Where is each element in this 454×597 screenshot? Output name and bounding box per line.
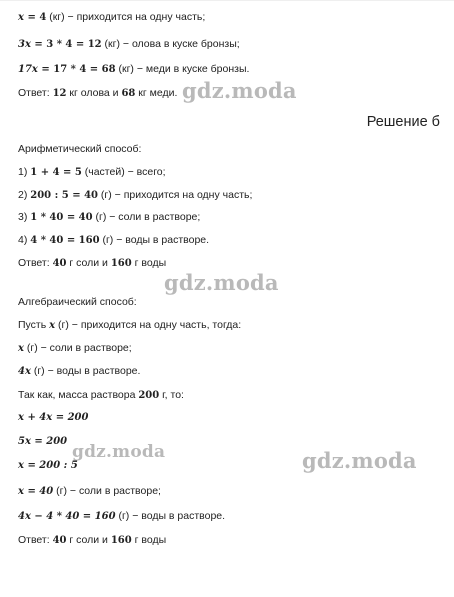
line-text: (г) − соли в растворе; xyxy=(92,211,201,223)
math-expression: 1 * 40 = 40 xyxy=(30,212,93,223)
answer-value: 12 xyxy=(52,88,67,99)
math-expression: x xyxy=(18,12,24,23)
part-a-line-2 xyxy=(18,38,240,50)
math-expression: = xyxy=(30,39,47,50)
part-a-line-1 xyxy=(18,11,205,23)
math-expression: 17x xyxy=(18,64,38,75)
algebraic-line-1 xyxy=(18,319,241,331)
answer-text: г воды xyxy=(131,257,167,269)
watermark-logo: gdz.moda xyxy=(72,442,166,462)
answer-text: г соли и xyxy=(66,534,111,546)
watermark-logo: gdz.moda xyxy=(182,78,297,103)
arithmetic-title: Арифметический способ: xyxy=(18,143,142,155)
line-text: Так как, масса раствора xyxy=(18,389,139,401)
arithmetic-step-3 xyxy=(18,211,200,223)
math-expression: = xyxy=(23,12,40,23)
line-text: Пусть xyxy=(18,319,50,331)
answer-value: 68 xyxy=(121,88,136,99)
step-number: 2) xyxy=(18,189,31,201)
algebraic-line-4 xyxy=(18,389,184,401)
part-a-line-3 xyxy=(18,63,249,75)
math-expression: x = 40 xyxy=(18,486,54,497)
arithmetic-step-4 xyxy=(18,234,209,246)
math-expression: 17 * 4 xyxy=(53,64,87,75)
line-text: (кг) − олова в куске бронзы; xyxy=(101,38,240,50)
math-expression: 4 xyxy=(39,12,47,23)
math-expression: 200 xyxy=(138,390,160,401)
answer-label: Ответ: xyxy=(18,87,53,99)
line-text: (г) − воды в растворе. xyxy=(30,365,141,377)
algebraic-title: Алгебраический способ: xyxy=(18,296,137,308)
line-text: (г) − приходится на одну часть; xyxy=(98,189,253,201)
algebraic-line-2 xyxy=(18,342,132,354)
step-number: 4) xyxy=(18,234,31,246)
answer-value: 160 xyxy=(110,258,132,269)
equation-3: x = 200 : 5 xyxy=(18,460,78,471)
line-text: (частей) − всего; xyxy=(81,166,166,178)
math-expression: x xyxy=(18,343,24,354)
answer-text: г соли и xyxy=(66,257,111,269)
answer-text: кг олова и xyxy=(66,87,122,99)
algebraic-answer xyxy=(18,534,166,546)
math-expression: 3 * 4 xyxy=(46,39,73,50)
watermark-logo: gdz.moda xyxy=(302,448,417,473)
answer-label: Ответ: xyxy=(18,257,53,269)
step-number: 3) xyxy=(18,211,31,223)
math-expression: = xyxy=(72,39,88,50)
math-expression: 200 : 5 = 40 xyxy=(30,190,99,201)
line-text: (г) − воды в растворе. xyxy=(115,510,226,522)
equation-5 xyxy=(18,510,225,522)
line-text: г, то: xyxy=(159,389,184,401)
math-expression: 68 xyxy=(101,64,116,75)
math-expression: x xyxy=(49,320,56,331)
top-divider xyxy=(0,0,454,1)
line-text: (г) − соли в растворе; xyxy=(23,342,132,354)
answer-text: кг меди. xyxy=(135,87,178,99)
line-text: (г) − приходится на одну часть, тогда: xyxy=(55,319,242,331)
answer-text: г воды xyxy=(131,534,167,546)
section-heading: Решение б xyxy=(366,114,440,130)
arithmetic-answer xyxy=(18,257,166,269)
answer-value: 40 xyxy=(52,258,67,269)
line-text: (г) − воды в растворе. xyxy=(99,234,210,246)
equation-4 xyxy=(18,485,161,497)
math-expression: 3x xyxy=(18,39,31,50)
math-expression: 4 * 40 = 160 xyxy=(30,235,100,246)
part-a-answer xyxy=(18,87,177,99)
math-expression: 1 + 4 = 5 xyxy=(30,167,82,178)
answer-label: Ответ: xyxy=(18,534,53,546)
math-expression: 4x xyxy=(18,366,31,377)
math-expression: 4x − 4 * 40 = 160 xyxy=(18,511,116,522)
arithmetic-step-2 xyxy=(18,189,252,201)
equation-2: 5x = 200 xyxy=(18,436,68,447)
arithmetic-step-1 xyxy=(18,166,166,178)
algebraic-line-3 xyxy=(18,365,140,377)
line-text: (кг) − приходится на одну часть; xyxy=(46,11,206,23)
watermark-logo: gdz.moda xyxy=(164,270,279,295)
answer-value: 160 xyxy=(110,535,132,546)
math-expression: = xyxy=(86,64,102,75)
math-expression: 12 xyxy=(87,39,102,50)
line-text: (г) − соли в растворе; xyxy=(53,485,161,497)
answer-value: 40 xyxy=(52,535,67,546)
step-number: 1) xyxy=(18,166,31,178)
math-expression: = xyxy=(37,64,54,75)
equation-1: x + 4x = 200 xyxy=(18,412,89,423)
line-text: (кг) − меди в куске бронзы. xyxy=(115,63,250,75)
